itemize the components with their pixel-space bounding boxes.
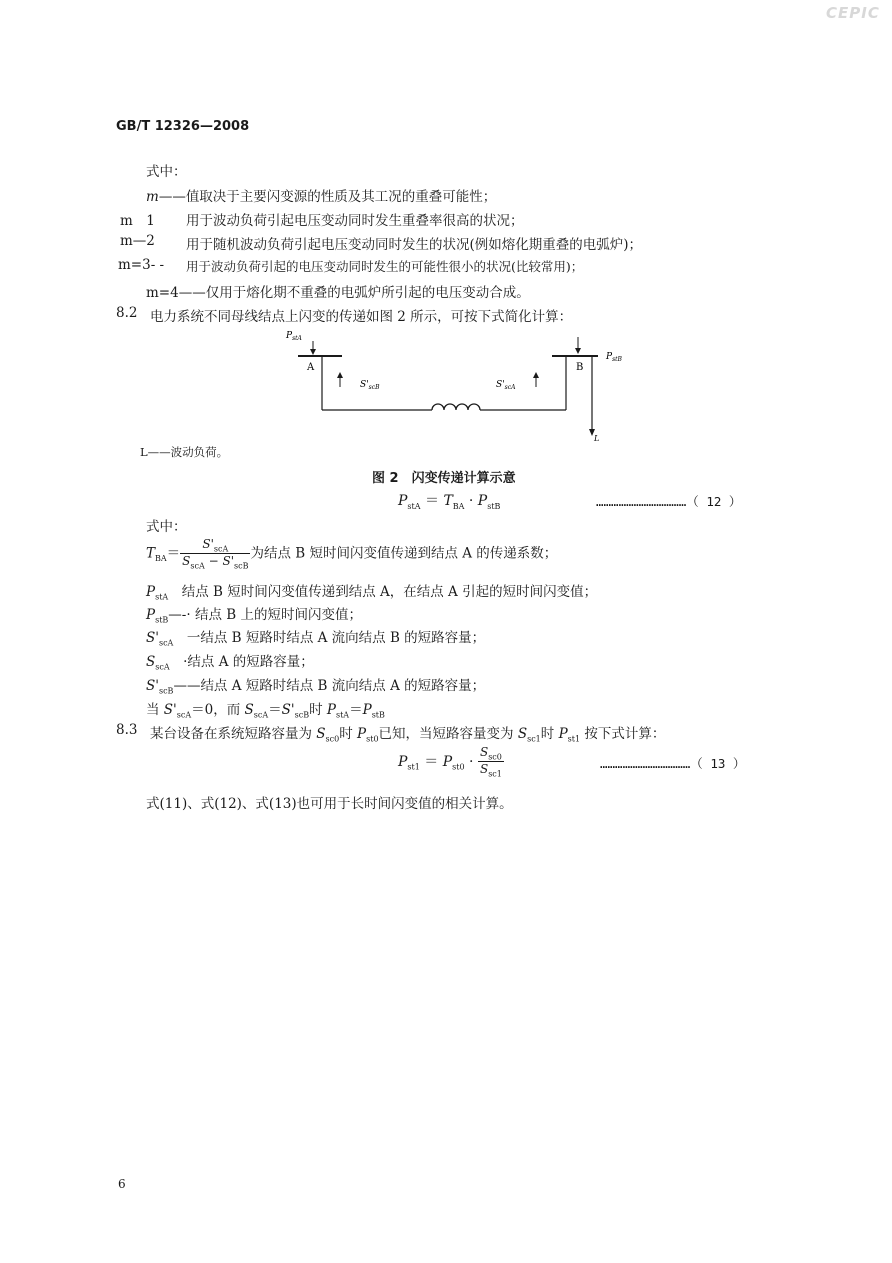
sca-arrowhead bbox=[533, 372, 539, 378]
p-stb-definition: $P_{stB}—-\cdot$ 结点 B 上的短时间闪变值； bbox=[146, 607, 362, 625]
page-number: 6 bbox=[118, 1177, 126, 1191]
m2-text: 用于随机波动负荷引起电压变动同时发生的状况(例如熔化期重叠的电弧炉)； bbox=[186, 237, 643, 253]
section-8-2-text: 电力系统不同母线结点上闪变的传递如图 2 所示，可按下式简化计算： bbox=[150, 309, 573, 325]
psta-label: $P_{stA}$ bbox=[286, 331, 302, 342]
scb-label: $S'_{scB}$ bbox=[360, 380, 380, 391]
section-8-3-text: 某台设备在系统短路容量为 $S_{sc0}$时 $P_{st0}$已知，当短路容量变为 $S_{sc1}$时 $P_{st1}$ 按下式计算： bbox=[150, 726, 666, 744]
m2-label: m—2 bbox=[120, 233, 155, 249]
s-scb-prime-definition: $S'_{scB}——$结点 A 短路时结点 B 流向结点 A 的短路容量； bbox=[146, 678, 486, 696]
t-ba-definition: $T_{BA}=$ $\frac{S'_{scA}}{S_{scA} - S'_{scB}}$ 为结点 B 短时间闪变值传递到结点 A 的传递系数； bbox=[146, 537, 558, 571]
figure-legend: L——波动负荷。 bbox=[140, 445, 229, 459]
sca-label: $S'_{scA}$ bbox=[496, 380, 516, 391]
node-a-label: A bbox=[307, 362, 315, 373]
flicker-transfer-diagram bbox=[280, 325, 640, 450]
m-definition: m——值取决于主要闪变源的性质及其工况的重叠可能性； bbox=[146, 189, 497, 205]
m3-text: 用于波动负荷引起的电压变动同时发生的可能性很小的状况(比较常用)； bbox=[186, 259, 584, 274]
where-label-2: 式中： bbox=[146, 519, 187, 535]
s-sca-definition: $S_{scA}$ ·结点 A 的短路容量； bbox=[146, 654, 314, 672]
section-8-2-number: 8.2 bbox=[116, 305, 138, 321]
p-sta-definition: $P_{stA}$ 结点 B 短时间闪变值传递到结点 A，在结点 A 引起的短时间闪变值； bbox=[146, 584, 598, 602]
m3-label: m=3- - bbox=[118, 257, 165, 273]
psta-arrowhead bbox=[310, 349, 316, 355]
equation-12: $P_{stA} = T_{BA} \cdot P_{stB}$ bbox=[398, 493, 501, 511]
closing-sentence: 式(11)、式(12)、式(13)也可用于长时间闪变值的相关计算。 bbox=[146, 796, 513, 812]
pstb-label: $P_{stB}$ bbox=[606, 352, 622, 363]
standard-code: GB/T 12326—2008 bbox=[116, 119, 250, 134]
equation-13-number: ………………………………（ 13 ） bbox=[600, 756, 746, 771]
where-label-1: 式中： bbox=[146, 164, 187, 180]
special-case-line: 当 $S'_{scA}=0$，而 $S_{scA}=S'_{scB}$时 $P_{stA}=P_{stB}$ bbox=[146, 702, 385, 720]
section-8-3-number: 8.3 bbox=[116, 722, 138, 738]
figure-caption: 图 2 闪变传递计算示意 bbox=[372, 471, 516, 486]
m1-text: 用于波动负荷引起电压变动同时发生重叠率很高的状况； bbox=[186, 213, 524, 229]
scb-arrowhead bbox=[337, 372, 343, 378]
m4-line: m=4——仅用于熔化期不重叠的电弧炉所引起的电压变动合成。 bbox=[146, 285, 530, 301]
load-label: L bbox=[594, 434, 600, 443]
node-b-label: B bbox=[576, 362, 584, 373]
equation-13: $P_{st1} = P_{st0}$ · $\frac{S_{sc0}}{S_{sc1}}$ bbox=[398, 745, 502, 779]
m1-label: m 1 bbox=[120, 213, 155, 229]
pstb-arrowhead bbox=[575, 348, 581, 354]
cepic-watermark: CEPIC bbox=[826, 4, 880, 22]
s-sca-prime-definition: $S'_{scA}$ 一结点 B 短路时结点 A 流向结点 B 的短路容量； bbox=[146, 630, 486, 648]
equation-12-number: ………………………………（ 12 ） bbox=[596, 494, 742, 509]
line-inductance bbox=[432, 404, 480, 410]
